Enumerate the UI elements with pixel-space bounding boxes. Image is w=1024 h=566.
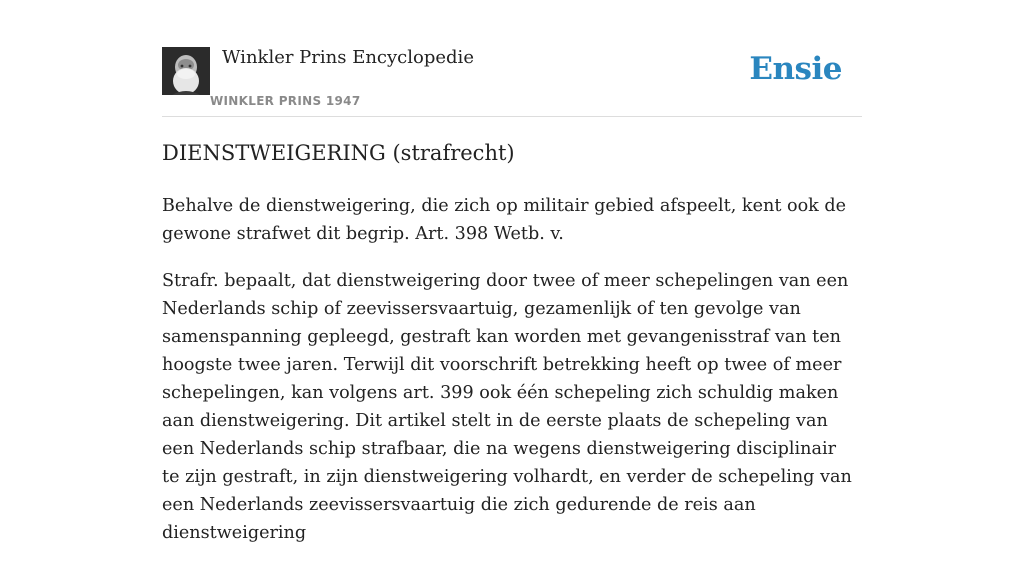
article-paragraph: Behalve de dienstweigering, die zich op militair gebied afspeelt, kent ook de gewone strafwet dit begrip. Art. 398 Wetb. v. <box>162 196 847 244</box>
page <box>162 0 862 543</box>
portrait-bearded-man-icon[interactable] <box>162 47 210 95</box>
article-title: DIENSTWEIGERING (strafrecht) <box>162 141 515 165</box>
site-header <box>162 0 862 117</box>
brand-logo[interactable]: Ensie <box>749 51 842 87</box>
article-body <box>162 192 852 566</box>
edition-label[interactable]: WINKLER PRINS 1947 <box>210 94 361 108</box>
article-paragraph: Strafr. bepaalt, dat dienstweigering door twee of meer schepelingen van een Nederlands schip of zeevissersvaartuig, gezamenlijk of ten gevolge van samenspanning gepleegd, gestraft kan worden met gevangenisstraf van ten hoogste twee jaren. Terwijl dit voorschrift betrekking heeft op twee of meer schepelingen, kan volgens art. 399 ook één schepeling zich schuldig maken aan dienstweigering. Dit artikel stelt in de eerste plaats de schepeling van een Nederlands schip strafbaar, die na wegens dienstweigering disciplinair te zijn gestraft, in zijn dienstweigering volhardt, en verder de schepeling van een Nederlands zeevissersvaartuig die zich gedurende de reis aan dienstweigering <box>162 271 852 543</box>
site-title[interactable]: Winkler Prins Encyclopedie <box>222 47 474 68</box>
